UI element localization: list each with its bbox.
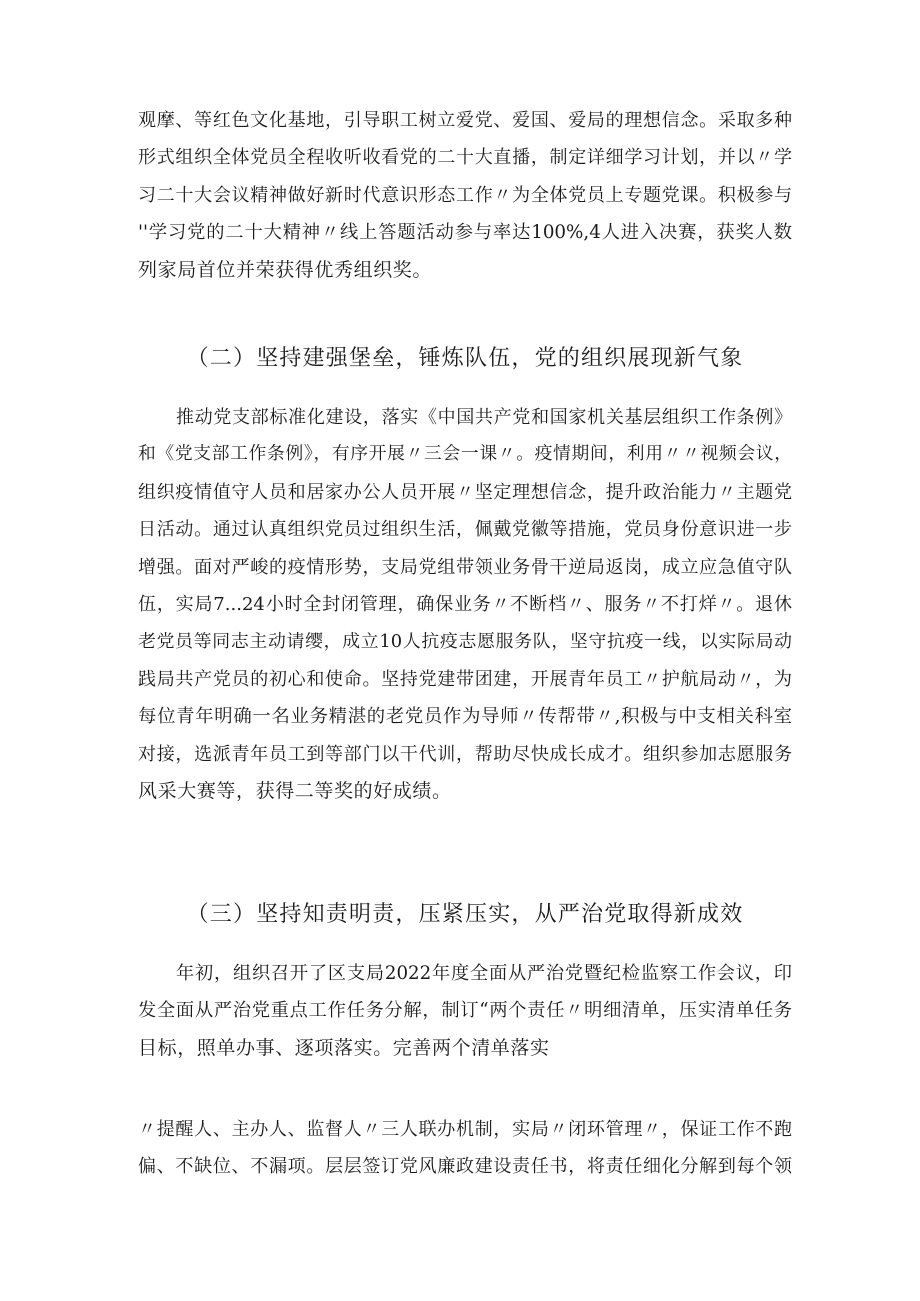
paragraph-line: 践局共产党员的初心和使命。坚持党建带团建，开展青年员工〃护航局动〃，为 [138, 668, 792, 690]
paragraph-line: 对接，选派青年员工到等部门以干代训，帮助尽快成长成才。组织参加志愿服务 [138, 743, 792, 765]
paragraph-line: 增强。面对严峻的疫情形势，支局党组带领业务骨干逆局返岗，成立应急值守队 [138, 556, 792, 578]
paragraph-line: 组织疫情值守人员和居家办公人员开展〃坚定理想信念，提升政治能力〃主题党 [138, 481, 792, 503]
paragraph-line: 习二十大会议精神做好新时代意识形态工作〃为全体党员上专题党课。积极参与 [138, 184, 792, 206]
paragraph-line: ''学习党的二十大精神〃线上答题活动参与率达100%,4人进入决赛，获奖人数 [138, 222, 792, 244]
paragraph-strict-governance [138, 955, 792, 1067]
paragraph-line: 观摩、等红色文化基地，引导职工树立爱党、爱国、爱局的理想信念。采取多种 [138, 110, 792, 131]
paragraph-line: 列家局首位并荣获得优秀组织奖。 [138, 258, 433, 281]
paragraph-line: 〃提醒人、主办人、监督人〃三人联办机制，实局〃闭环管理〃，保证工作不跑 [138, 1119, 792, 1140]
paragraph-line: 和《党支部工作条例》，有序开展〃三会一课〃。疫情期间，利用〃〃视频会议， [138, 444, 792, 465]
paragraph-line: 发全面从严治党重点工作任务分解，制订“两个责任〃明细清单，压实清单任务 [138, 1000, 792, 1022]
paragraph-red-culture [138, 102, 792, 289]
paragraph-party-organization [138, 399, 792, 810]
paragraph-line: 老党员等同志主动请缨，成立10人抗疫志愿服务队，坚守抗疫一线，以实际局动 [138, 631, 792, 653]
paragraph-line: 推动党支部标准化建设，落实《中国共产党和国家机关基层组织工作条例》 [176, 407, 792, 428]
paragraph-line: 目标，照单办事、逐项落实。完善两个清单落实 [138, 1036, 550, 1059]
paragraph-line: 形式组织全体党员全程收听收看党的二十大直播，制定详细学习计划，并以〃学 [138, 147, 792, 169]
section-heading-3: （三）坚持知责明责，压紧压实，从严治党取得新成效 [186, 902, 744, 927]
paragraph-line: 每位青年明确一名业务精湛的老党员作为导师〃传帮带〃,积极与中支相关科室 [138, 706, 792, 728]
section-heading-2: （二）坚持建强堡垒，锤炼队伍，党的组织展现新气象 [186, 346, 744, 371]
paragraph-line: 风采大赛等，获得二等奖的好成绩。 [138, 780, 452, 803]
paragraph-line: 日活动。通过认真组织党员过组织生活，佩戴党徽等措施，党员身份意识进一步 [138, 519, 792, 541]
paragraph-joint-mechanism [138, 1111, 792, 1186]
paragraph-line: 年初，组织召开了区支局2022年度全面从严治党暨纪检监察工作会议，印 [176, 963, 792, 984]
paragraph-line: 偏、不缺位、不漏项。层层签订党风廉政建设责任书，将责任细化分解到每个领 [138, 1156, 792, 1178]
paragraph-line: 伍，实局7...24小时全封闭管理，确保业务〃不断档〃、服务〃不打烊〃。退休 [138, 594, 792, 616]
